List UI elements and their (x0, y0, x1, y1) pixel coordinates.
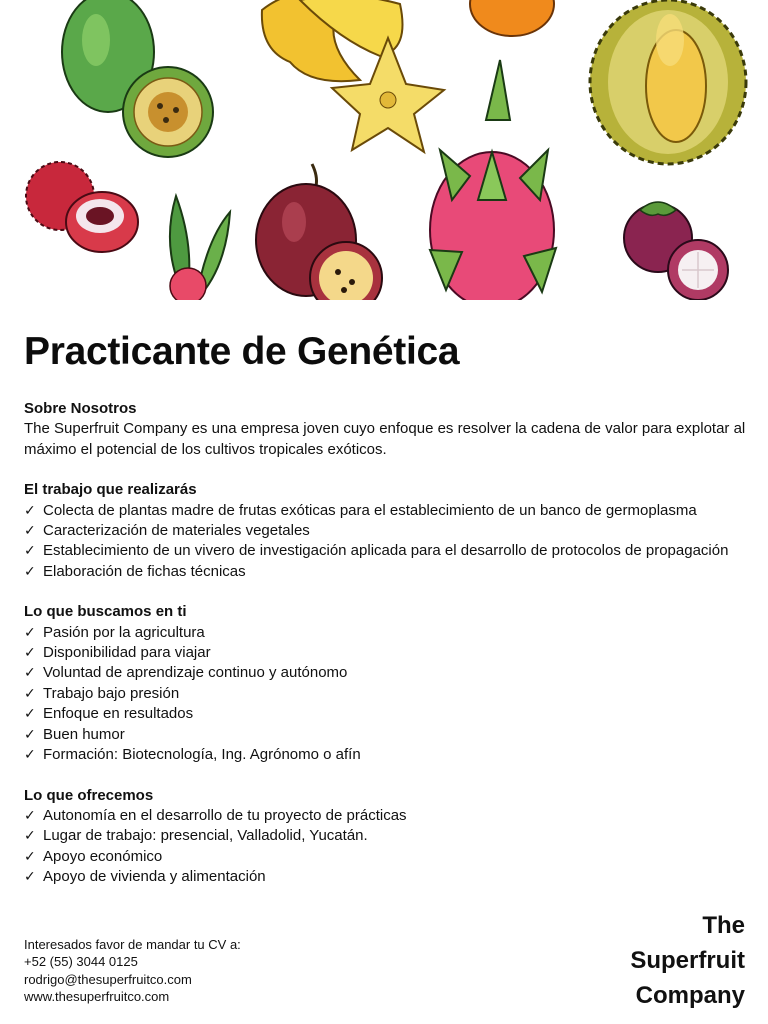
contact-website[interactable]: www.thesuperfruitco.com (24, 989, 170, 1005)
contact-info (24, 936, 241, 1006)
about-section (24, 399, 754, 460)
list-item (24, 826, 754, 846)
carambola-icon (262, 0, 444, 152)
check-icon: ✓ (24, 828, 36, 845)
list-item-text: Caracterización de materiales vegetales (43, 522, 310, 540)
contact-email[interactable]: rodrigo@thesuperfruitco.com (24, 971, 192, 987)
list-item-text: Trabajo bajo presión (43, 684, 180, 702)
list-item-text: Autonomía en el desarrollo de tu proyecto de prácticas (43, 806, 407, 824)
list-item-text: Voluntad de aprendizaje continuo y autónomo (43, 664, 348, 682)
offer-section (24, 786, 754, 888)
check-icon: ✓ (24, 747, 36, 764)
contact-phone[interactable]: +52 (55) 3044 0125 (24, 954, 138, 970)
check-icon: ✓ (24, 523, 36, 540)
guarana-icon (170, 196, 230, 300)
list-item (24, 806, 754, 826)
check-icon: ✓ (24, 665, 36, 682)
header-illustration (0, 0, 768, 300)
check-icon: ✓ (24, 726, 36, 743)
durian-icon (590, 0, 746, 164)
list-item (24, 521, 754, 541)
list-item-text: Formación: Biotecnología, Ing. Agrónomo o afín (43, 746, 361, 764)
check-icon: ✓ (24, 807, 36, 824)
list-item (24, 562, 754, 582)
list-item (24, 847, 754, 867)
list-item-text: Disponibilidad para viajar (43, 644, 211, 662)
work-section (24, 480, 754, 582)
list-item (24, 684, 754, 704)
list-item-text: Lugar de trabajo: presencial, Valladolid, Yucatán. (43, 827, 368, 845)
about-text: The Superfruit Company es una empresa joven cuyo enfoque es resolver la cadena de valor para explotar al máximo el potencial de los cultivos tropicales exóticos. (24, 420, 746, 458)
list-item-text: Pasión por la agricultura (43, 623, 205, 641)
list-item-text: Elaboración de fichas técnicas (43, 562, 246, 580)
check-icon: ✓ (24, 563, 36, 580)
mangosteen-icon (624, 202, 728, 300)
check-icon: ✓ (24, 624, 36, 641)
list-item (24, 501, 754, 521)
passion-fruit-icon (256, 164, 382, 300)
list-item (24, 725, 754, 745)
work-heading: El trabajo que realizarás (24, 481, 197, 499)
list-item-text: Buen humor (43, 725, 125, 743)
list-item (24, 663, 754, 683)
list-item (24, 643, 754, 663)
list-item-text: Apoyo económico (43, 847, 163, 865)
contact-intro: Interesados favor de mandar tu CV a: (24, 937, 241, 952)
list-item-text: Apoyo de vivienda y alimentación (43, 868, 266, 886)
work-list (24, 501, 754, 583)
logo-line-2: Superfruit (630, 947, 745, 974)
job-description (24, 399, 754, 908)
check-icon: ✓ (24, 706, 36, 723)
company-logo (545, 908, 745, 1013)
list-item (24, 745, 754, 765)
list-item-text: Enfoque en resultados (43, 705, 194, 723)
list-item-text: Establecimiento de un vivero de investigación aplicada para el desarrollo de protocolos de propagación (43, 542, 729, 560)
seek-list (24, 623, 754, 766)
dragon-fruit-icon (430, 60, 556, 300)
offer-heading: Lo que ofrecemos (24, 786, 154, 804)
seek-heading: Lo que buscamos en ti (24, 603, 187, 621)
list-item (24, 704, 754, 724)
list-item (24, 867, 754, 887)
check-icon: ✓ (24, 502, 36, 519)
check-icon: ✓ (24, 543, 36, 560)
lychee-icon (26, 162, 138, 252)
check-icon: ✓ (24, 685, 36, 702)
check-icon: ✓ (24, 869, 36, 886)
logo-line-3: Company (635, 982, 745, 1009)
feijoa-icon (62, 0, 213, 157)
list-item-text: Colecta de plantas madre de frutas exóticas para el establecimiento de un banco de germoplasma (43, 501, 697, 519)
check-icon: ✓ (24, 645, 36, 662)
check-icon: ✓ (24, 848, 36, 865)
offer-list (24, 806, 754, 888)
seek-section (24, 602, 754, 765)
page-title: Practicante de Genética (24, 330, 460, 373)
logo-line-1: The (702, 912, 745, 939)
list-item (24, 623, 754, 643)
list-item (24, 541, 754, 561)
about-heading: Sobre Nosotros (24, 400, 137, 417)
orange-icon (470, 0, 554, 36)
